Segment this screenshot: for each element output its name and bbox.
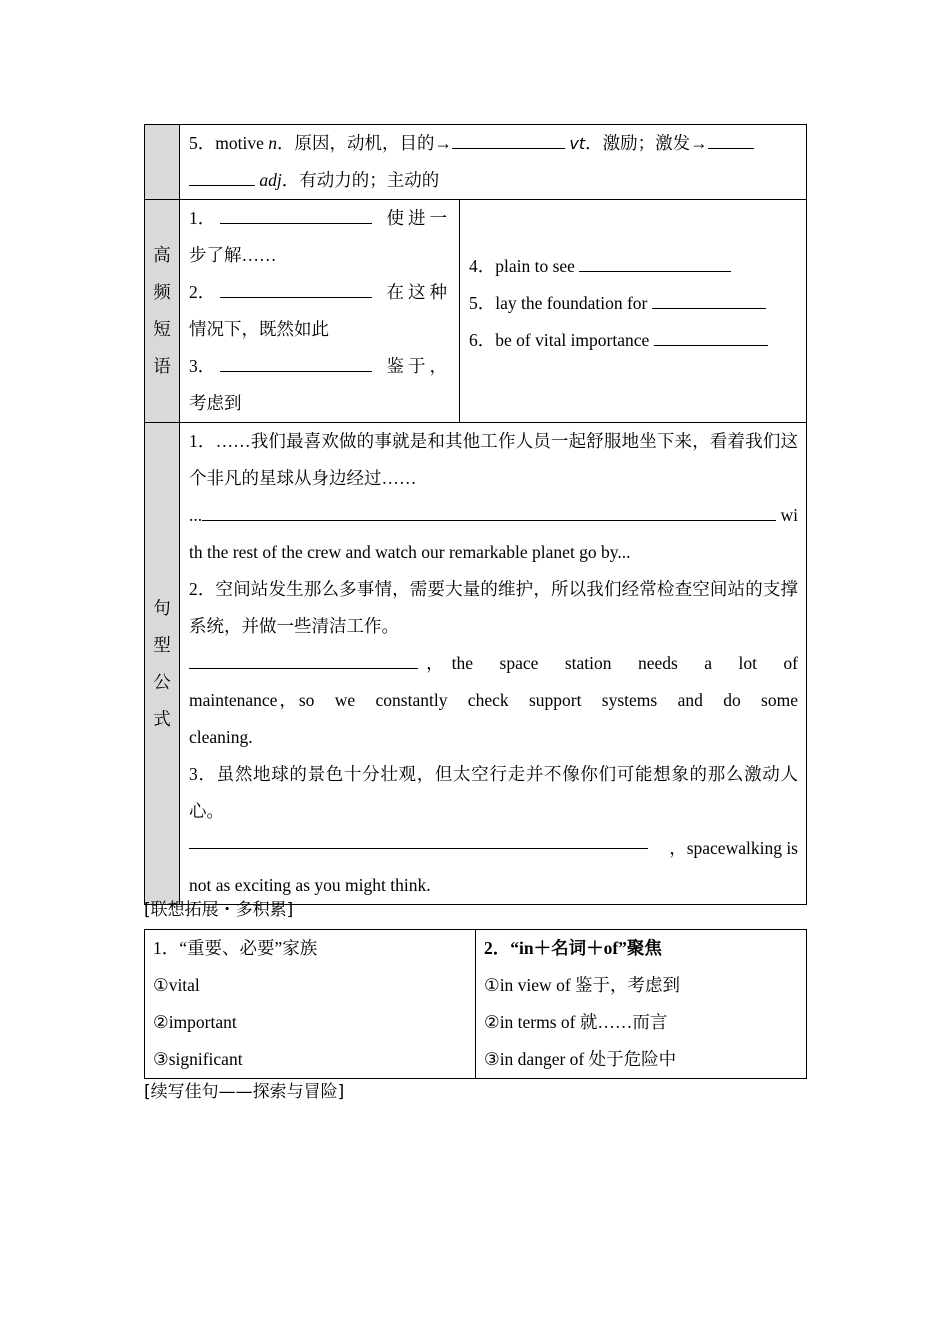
- continuation-heading: [续写佳句——探索与冒险]: [144, 1082, 345, 1102]
- pos-n: n: [268, 133, 277, 153]
- association-heading: [联想拓展・多积累]: [144, 900, 294, 920]
- phrase-6: [469, 322, 796, 359]
- phrases-label-cell: [145, 200, 180, 423]
- label-char: 高: [153, 245, 171, 265]
- sentence-1-english: [189, 497, 798, 534]
- label-char: 语: [153, 356, 171, 376]
- sentences-label: [153, 590, 171, 738]
- blank-field[interactable]: [220, 205, 372, 224]
- list-item: ③significant: [153, 1049, 243, 1069]
- phrase-text: 5．lay the foundation for: [469, 293, 652, 313]
- phrase-meaning: 步了解……: [189, 245, 277, 265]
- sentences-cell: [180, 423, 807, 905]
- sentence-1-chinese: 1．……我们最喜欢做的事就是和其他工作人员一起舒服地坐下来，看着我们这个非凡的星球从身边经过……: [189, 431, 798, 488]
- blank-field[interactable]: [189, 167, 255, 186]
- pos-vt: vt: [569, 134, 586, 153]
- list-item: ①in view of 鉴于，考虑到: [484, 975, 681, 995]
- phrases-label: [153, 237, 171, 385]
- vocab-text: ．原因，动机，目的→: [276, 133, 452, 153]
- phrases-right-cell: [460, 200, 807, 423]
- label-char: 频: [153, 282, 171, 302]
- phrase-text: 4．plain to see: [469, 256, 580, 276]
- pos-adj: adj: [259, 170, 282, 190]
- label-char: 型: [153, 634, 171, 655]
- sentence-3-chinese: 3．虽然地球的景色十分壮观，但太空行走并不像你们可能想象的那么激动人心。: [189, 764, 798, 821]
- list-item: ②in terms of 就……而言: [484, 1012, 668, 1032]
- label-char: 式: [153, 708, 171, 729]
- sentences-row: [145, 423, 807, 905]
- importance-family-title: 1．“重要、必要”家族: [153, 938, 318, 958]
- vocab-text: 5．motive: [189, 133, 269, 153]
- vocabulary-table: [144, 124, 807, 905]
- phrase-meaning: 情况下，既然如此: [189, 319, 329, 339]
- label-char: 公: [153, 671, 171, 692]
- list-item: ②important: [153, 1012, 237, 1032]
- blank-field[interactable]: [652, 290, 766, 309]
- blank-field[interactable]: [220, 353, 372, 372]
- phrase-3: [189, 348, 451, 385]
- blank-field[interactable]: [189, 650, 418, 669]
- sentence-text: not as exciting as you might think.: [189, 875, 431, 895]
- in-noun-of-title: 2．“in＋名词＋of”聚焦: [484, 938, 662, 958]
- phrases-left-cell: [180, 200, 460, 423]
- sentence-2-english: [189, 645, 798, 756]
- phrase-4: [469, 248, 796, 285]
- vocab-text: ．激励；激发→: [585, 133, 708, 153]
- blank-field[interactable]: [189, 830, 648, 849]
- blank-field[interactable]: [220, 279, 372, 298]
- phrase-number: 3．: [189, 356, 216, 376]
- list-item: ①vital: [153, 975, 200, 995]
- sentence-text: th the rest of the crew and watch our remarkable planet go by...: [189, 542, 631, 562]
- blank-field[interactable]: [708, 130, 754, 149]
- phrase-number: 1．: [189, 208, 216, 228]
- side-cell-empty: [145, 125, 180, 200]
- phrase-1: [189, 200, 451, 237]
- importance-family-cell: [145, 930, 476, 1079]
- label-char: 句: [153, 597, 171, 618]
- association-table: [144, 929, 807, 1079]
- phrase-meaning: 在这种: [386, 282, 451, 302]
- blank-field[interactable]: [579, 253, 731, 272]
- label-char: 短: [153, 319, 171, 339]
- list-item: ③in danger of 处于危险中: [484, 1049, 677, 1069]
- phrase-meaning: 鉴于，: [386, 356, 451, 376]
- phrase-2: [189, 274, 451, 311]
- sentence-3-english: [189, 830, 798, 867]
- phrase-number: 2．: [189, 282, 216, 302]
- blank-field[interactable]: [202, 502, 776, 521]
- sentence-text: wi: [780, 505, 798, 525]
- phrase-meaning: 考虑到: [189, 393, 242, 413]
- vocab-text: ．有动力的；主动的: [281, 170, 440, 190]
- phrase-text: 6．be of vital importance: [469, 330, 654, 350]
- sentence-text: ，spacewalking is: [669, 838, 798, 858]
- phrase-meaning: 使进一: [386, 208, 451, 228]
- vocab-cell: [180, 125, 807, 200]
- blank-field[interactable]: [452, 130, 565, 149]
- sentence-text: ...: [189, 505, 203, 525]
- sentence-2-chinese: 2．空间站发生那么多事情，需要大量的维护，所以我们经常检查空间站的支撑系统，并做一些清洁工作。: [189, 579, 798, 636]
- sentence-text: ，the space station needs a lot of maintenance，so we constantly check support systems and do some cleaning.: [189, 653, 798, 747]
- blank-field[interactable]: [654, 327, 768, 346]
- in-noun-of-cell: [476, 930, 807, 1079]
- sentences-label-cell: [145, 423, 180, 905]
- phrase-5: [469, 285, 796, 322]
- phrases-row: [145, 200, 807, 423]
- vocab-row: [145, 125, 807, 200]
